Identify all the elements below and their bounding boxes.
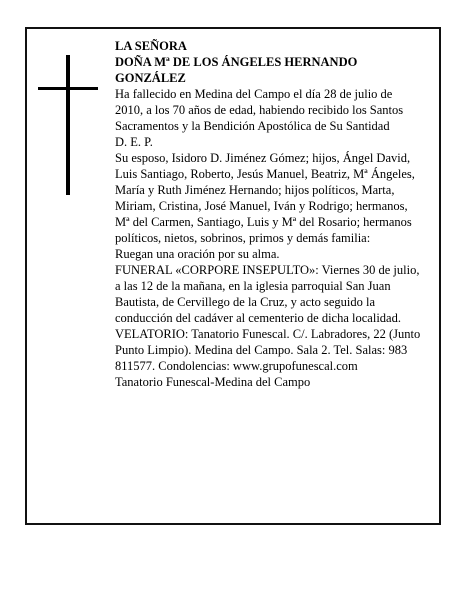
funeral-details: FUNERAL «CORPORE INSEPULTO»: Viernes 30 de julio, a las 12 de la mañana, en la iglesia parroquial San Juan Bautista, de Cervillego de la Cruz, y acto seguido la conducción del cadáver al cementerio de dicha localidad. [115, 263, 420, 325]
death-announcement: Ha fallecido en Medina del Campo el día 28 de julio de 2010, a los 70 años de edad, habiendo recibido los Santos Sacramentos y la Bendición Apostólica de Su Santidad [115, 87, 404, 133]
funeral-home: Tanatorio Funescal-Medina del Campo [115, 375, 311, 389]
prayer-request: Ruegan una oración por su alma. [115, 247, 280, 261]
velatorio-details: VELATORIO: Tanatorio Funescal. C/. Labradores, 22 (Junto Punto Limpio). Medina del Campo. Sala 2. Tel. Salas: 983 811577. Condolencias: www.grupofunescal.com [115, 327, 421, 373]
cross-horizontal-bar [38, 87, 98, 90]
notice-text [115, 38, 423, 390]
family-list: Su esposo, Isidoro D. Jiménez Gómez; hijos, Ángel David, Luis Santiago, Roberto, Jesús Manuel, Beatriz, Mª Ángeles, María y Ruth Jiménez Hernando; hijos políticos, Marta, Miriam, Cristina, José Manuel, Iván y Rodrigo; hermanos, Mª del Carmen, Santiago, Luis y Mª del Rosario; hermanos políticos, nietos, sobrinos, primos y demás familia: [115, 151, 415, 245]
notice-heading: LA SEÑORA [115, 39, 187, 53]
deceased-name: DOÑA Mª DE LOS ÁNGELES HERNANDO GONZÁLEZ [115, 55, 358, 85]
cross-vertical-bar [66, 55, 70, 195]
dep-line: D. E. P. [115, 135, 153, 149]
